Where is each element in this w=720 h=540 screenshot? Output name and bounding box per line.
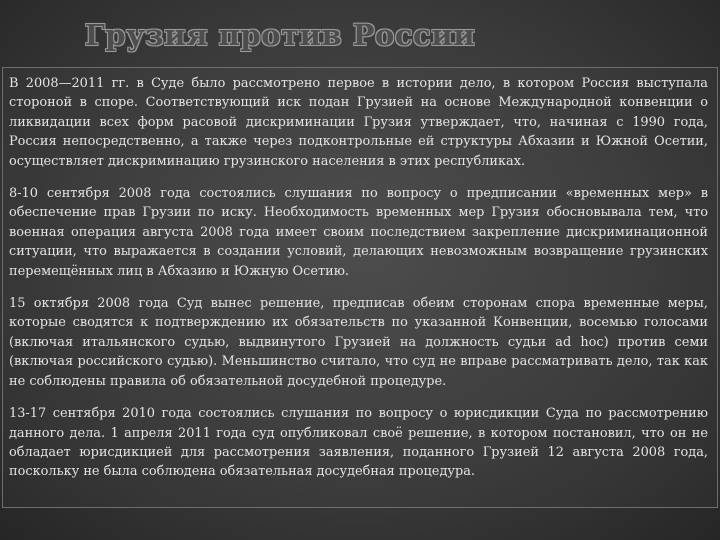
paragraph-3: 15 октября 2008 года Суд вынес решение, предписав обеим сторонам спора временные меры, которые сводятся к подтверждению их обязательств по указанной Конвенции, восемью голосами (включая итальянского судью, выдвинутого Грузией на должность судьи ad hoc) против семи (включая российского судью). Меньшинство считало, что суд не вправе рассматривать дело, так как не соблюдены правила об обязательной досудебной процедуре. [9,296,708,389]
slide-title: Грузия против России [84,18,476,52]
paragraph-4: 13-17 сентября 2010 года состоялись слушания по вопросу о юрисдикции Суда по рассмотрению данного дела. 1 апреля 2011 года суд опубликовал своё решение, в котором постановил, что он не обладает юрисдикцией для рассмотрения заявления, поданного Грузией 12 августа 2008 года, поскольку не была соблюдена обязательная досудебная процедура. [9,406,708,480]
paragraph-2: 8-10 сентября 2008 года состоялись слушания по вопросу о предписании «временных мер» в обеспечение прав Грузии по иску. Необходимость временных мер Грузия обосновывала тем, что военная операция августа 2008 года имеет своим последствием закрепление дискриминационной ситуации, что выражается в создании условий, делающих невозможным возвращение грузинских перемещённых лиц в Абхазию и Южную Осетию. [9,186,708,279]
content-text-box [2,67,718,508]
paragraph-1: В 2008—2011 гг. в Суде было рассмотрено первое в истории дело, в котором Россия выступала стороной в споре. Соответствующий иск подан Грузией на основе Международной конвенции о ликвидации всех форм расовой дискриминации Грузия утверждает, что, начиная с 1990 года, Россия непосредственно, а также через подконтрольные ей структуры Абхазии и Южной Осетии, осуществляет дискриминацию грузинского населения в этих республиках. [9,76,708,169]
